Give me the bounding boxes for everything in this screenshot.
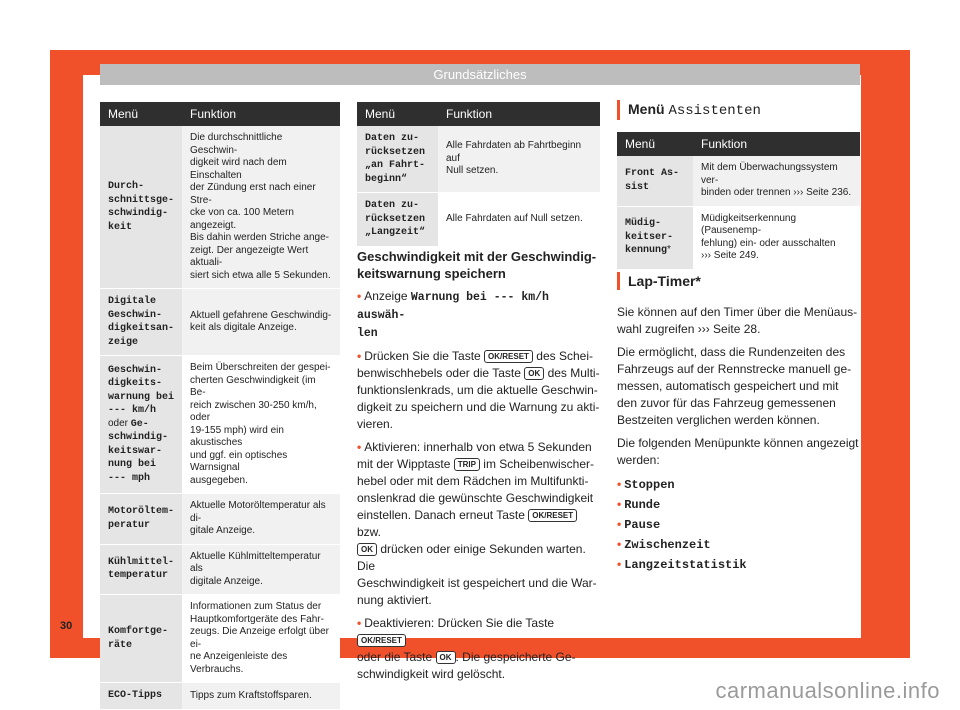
menu-cell: Motoröltem- peratur [108, 506, 175, 531]
function-cell: Müdigkeitserkennung (Pausenemp- fehlung) ein- oder ausschalten ››› Seite 249. [693, 206, 860, 269]
function-cell: Informationen zum Status der Hauptkomfortgeräte des Fahr- zeugs. Die Anzeige erfolgt über ei- ne Anzeigenleiste des Verbrauchs. [182, 595, 340, 683]
ok-button-icon: OK [436, 651, 456, 664]
ok-button-icon: OK [357, 543, 377, 556]
menu-cell: Durch- schnittsge- schwindig- keit [108, 181, 175, 233]
table-row [617, 206, 860, 269]
function-cell: Beim Überschreiten der gespei- cherten Geschwindigkeit (im Be- reich zwischen 30-250 km/h, oder 19-155 mph) wird ein akustisches und ggf. ein optisches Warnsignal ausgegeben. [182, 356, 340, 494]
table-row [357, 193, 600, 247]
assistenten-title: Menü Assistenten [617, 100, 761, 120]
ok-reset-button-icon: OK/RESET [357, 634, 406, 647]
ok-reset-button-icon: OK/RESET [528, 509, 577, 522]
list-item: • Pause [617, 517, 661, 532]
table-row [357, 126, 600, 193]
function-cell: Aktuelle Motoröltemperatur als di- gitale Anzeige. [182, 494, 340, 545]
list-item: • Langzeitstatistik [617, 557, 747, 572]
list-item: • Zwischenzeit [617, 537, 711, 552]
menu-cell-km: Geschwin- digkeits- warnung bei --- km/h [108, 364, 175, 417]
laptimer-section [617, 304, 862, 575]
menu-cell: ECO-Tipps [108, 690, 163, 701]
laptimer-list [617, 475, 862, 575]
menu-cell: Kühlmittel- temperatur [108, 556, 175, 582]
table-row [100, 356, 340, 494]
table-row [100, 595, 340, 683]
function-cell: Alle Fahrdaten ab Fahrtbeginn auf Null setzen. [438, 126, 600, 193]
menu-cell: Müdig- keitser- kennung [625, 218, 674, 257]
laptimer-p2: Die ermöglicht, dass die Rundenzeiten des Fahrzeugs auf der Rennstrecke manuell ge- messen, automatisch gespeichert und mit den zuvor für das Fahrzeug gemessenen Bestzeiten verglichen werden können. [617, 345, 852, 427]
table-row [100, 544, 340, 595]
col-header-function: Funktion [438, 102, 600, 126]
page-header: Grundsätzliches [100, 64, 860, 85]
table-row [617, 156, 860, 206]
bullet-icon: • [357, 440, 362, 454]
function-cell: Aktuell gefahrene Geschwindig- keit als digitale Anzeige. [182, 289, 340, 356]
menu-cell: Front As- sist [625, 168, 680, 193]
col-header-function: Funktion [182, 102, 340, 126]
asterisk: * [667, 244, 671, 256]
laptimer-p3: Die folgenden Menüpunkte können angezeigt werden: [617, 436, 859, 467]
function-cell: Die durchschnittliche Geschwin- digkeit wird nach dem Einschalten der Zündung erst nach einer Stre- cke von ca. 100 Metern angezeigt. Bis dahin werden Striche ange- zeigt. Der angezeigte Wert aktuali- siert sich etwa alle 5 Sekunden. [182, 126, 340, 289]
reset-menu-table [357, 102, 600, 247]
laptimer-p1: Sie können auf den Timer über die Menüaus- wahl zugreifen ››› Seite 28. [617, 305, 858, 336]
bullet-activate: • Aktivieren: innerhalb von etwa 5 Sekunden mit der Wipptaste TRIP im Scheibenwischer- hebel oder mit dem Rädchen im Multifunkti- onslenkrad die gewünschte Geschwindigkeit einstellen. Danach erneut Taste OK/RESET bzw. OK drücken oder einige Sekunden warten. Die Geschwindigkeit ist gespeichert und die War- nung aktiviert. [357, 440, 597, 607]
menu-cell: Digitale Geschwin- digkeitsan- zeige [108, 296, 175, 348]
table-row [100, 494, 340, 545]
bullet-icon: • [357, 289, 362, 303]
menu-cell-oder: oder [108, 417, 129, 429]
menu-cell: Komfortge- räte [108, 626, 169, 651]
assistenten-table [617, 132, 860, 270]
function-cell: Tipps zum Kraftstoffsparen. [182, 683, 340, 710]
bullet-icon: • [357, 616, 362, 630]
col-header-menu: Menü [100, 102, 182, 126]
menu-cell: Daten zu- rücksetzen „Langzeit“ [365, 200, 426, 238]
table-row [100, 683, 340, 710]
laptimer-title: Lap-Timer* [617, 272, 701, 290]
menu-cell-mph: Ge- schwindig- keitswar- nung bei --- mph [108, 418, 169, 484]
list-item: • Runde [617, 497, 661, 512]
display-menu-table [100, 102, 340, 710]
bullet-select: • Anzeige Warnung bei --- km/h auswäh- len [357, 289, 549, 340]
table-header-row [100, 102, 340, 126]
table-header-row [617, 132, 860, 156]
table-header-row [357, 102, 600, 126]
speed-warning-heading: Geschwindigkeit mit der Geschwindig- keitswarnung speichern [357, 249, 597, 281]
function-cell: Alle Fahrdaten auf Null setzen. [438, 193, 600, 247]
watermark: carmanualsonline.info [715, 678, 940, 703]
col-header-function: Funktion [693, 132, 860, 156]
col-header-menu: Menü [617, 132, 693, 156]
bullet-deactivate: • Deaktivieren: Drücken Sie die Taste OK/RESET oder die Taste OK . Die gespeicherte Ge- schwindigkeit wird gelöscht. [357, 616, 576, 681]
ok-reset-button-icon: OK/RESET [484, 350, 533, 363]
ok-button-icon: OK [524, 367, 544, 380]
function-cell: Aktuelle Kühlmitteltemperatur als digitale Anzeige. [182, 544, 340, 595]
table-row [100, 289, 340, 356]
function-cell: Mit dem Überwachungssystem ver- binden oder trennen ››› Seite 236. [693, 156, 860, 206]
trip-button-icon: TRIP [454, 458, 480, 471]
menu-cell: Daten zu- rücksetzen „an Fahrt- beginn“ [365, 133, 426, 185]
list-item: • Stoppen [617, 477, 675, 492]
col-header-menu: Menü [357, 102, 438, 126]
bullet-save: • Drücken Sie die Taste OK/RESET des Schei- benwischhebels oder die Taste OK des Multi- funktionslenkrads, um die aktuelle Geschwin- digkeit zu speichern und die Warnung zu akti- vieren. [357, 349, 600, 431]
bullet-icon: • [357, 349, 362, 363]
speed-warning-section [357, 248, 602, 689]
page-number: 30 [60, 620, 73, 632]
table-row [100, 126, 340, 289]
